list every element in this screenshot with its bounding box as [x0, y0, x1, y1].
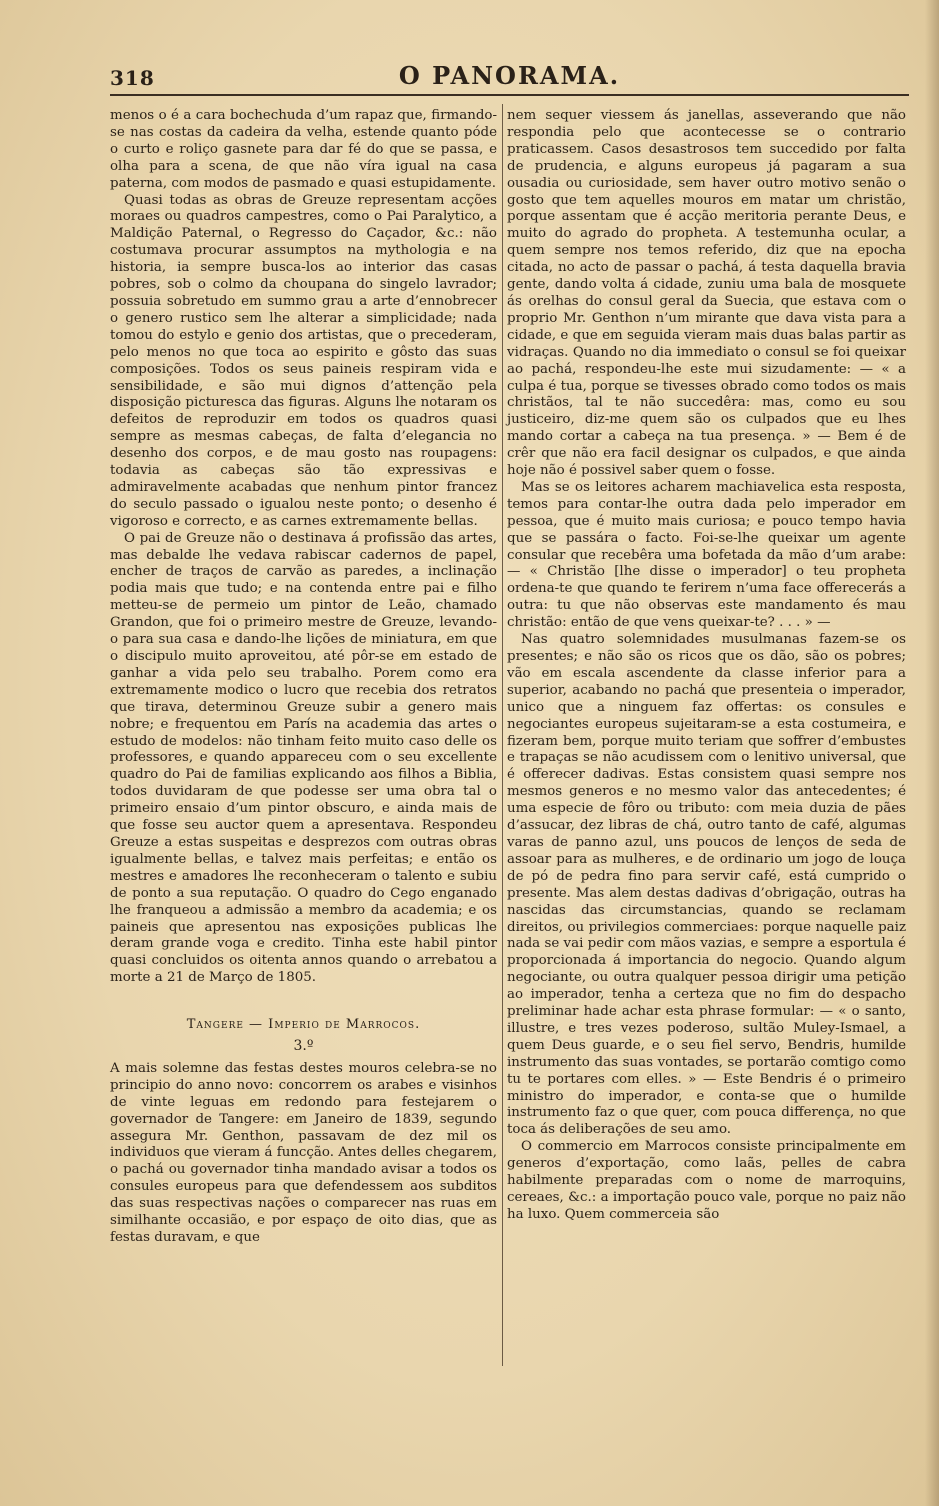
left-column: [110, 108, 497, 1247]
paragraph: Nas quatro solemnidades musulmanas fazem-se os presentes; e não são os ricos que os dão, são os pobres; vão em escala ascendente da classe inferior para a superior, acabando no pachá que presenteia o imperador, unico que a ninguem faz offertas: os consules e negociantes europeus sujeitaram-se a esta costumeira, e fizeram bem, porque muito teriam que soffrer d’embustes e trapaças se não acudissem com o lenitivo universal, que é offerecer dadivas. Estas consistem quasi sempre nos mesmos generos e no mesmo valor das antecedentes; é uma especie de fôro ou tributo: com meia duzia de pães d’assucar, dez libras de chá, outro tanto de café, algumas varas de panno azul, uns poucos de lenços de seda de assoar para as mulheres, e de ordinario um jogo de louça de pó de pedra fino para servir café, está cumprido o presente. Mas alem destas dadivas d’obrigação, outras ha nascidas das circumstancias, quando se reclamam direitos, ou privilegios commerciaes: porque naquelle paiz nada se vai pedir com mãos vazias, e sempre a esportula é proporcionada á importancia do negocio. Quando algum negociante, ou outra qualquer pessoa dirigir uma petição ao imperador, tenha a certeza que no fim do despacho preliminar hade achar esta phrase formular: — « o santo, illustre, e tres vezes poderoso, sultão Muley-Ismael, a quem Deus guarde, e o seu fiel servo, Bendris, humilde instrumento das suas vontades, se portarão comtigo como tu te portares com elles. » — Este Bendris é o primeiro ministro do imperador, e conta-se que o humilde instrumento faz o que quer, com pouca differença, no que toca ás deliberações de seu amo.: [507, 632, 906, 1138]
paragraph: menos o é a cara bochechuda d’um rapaz que, firmando-se nas costas da cadeira da velha, estende quanto póde o curto e roliço gasnete para dar fé do que se passa, e olha para a scena, de que não víra igual na casa paterna, com modos de pasmado e quasi estupidamente.: [110, 108, 497, 191]
page-header: [110, 58, 909, 96]
section-number: 3.º: [293, 1038, 314, 1055]
paragraph: O pai de Greuze não o destinava á profissão das artes, mas debalde lhe vedava rabiscar cadernos de papel, encher de traços de carvão as paredes, a inclinação podia mais que tudo; e na contenda entre pai e filho metteu-se de permeio um pintor de Leão, chamado Grandon, que foi o primeiro mestre de Greuze, levando-o para sua casa e dando-lhe lições de miniatura, em que o discipulo muito aproveitou, até pôr-se em estado de ganhar a vida pelo seu trabalho. Porem como era extremamente modico o lucro que recebia dos retratos que tirava, determinou Greuze subir a genero mais nobre; e frequentou em París na academia das artes o estudo de modelos: não tinham feito muito caso delle os professores, e quando appareceu com o seu excellente quadro do Pai de familias explicando aos filhos a Biblia, todos duvidaram de que podesse ser uma obra tal o primeiro ensaio d’um pintor obscuro, e ainda mais de que fosse seu auctor quem a apresentava. Respondeu Greuze a estas suspeitas e desprezos com outras obras igualmente bellas, e talvez mais perfeitas; e então os mestres e amadores lhe reconheceram o talento e subiu de ponto a sua reputação. O quadro do Cego enganado lhe franqueou a admissão a membro da academia; e os paineis que apresentou nas exposições publicas lhe deram grande voga e credito. Tinha este habil pintor quasi concluidos os oitenta annos quando o arrebatou a morte a 21 de Março de 1805.: [110, 530, 497, 986]
paragraph: Mas se os leitores acharem machiavelica esta resposta, temos para contar-lhe outra dada pelo imperador em pessoa, que é muito mais curiosa; e pouco tempo havia que se passára o facto. Foi-se-lhe queixar um agente consular que recebêra uma bofetada da mão d’um arabe: — « Christão [lhe disse o imperador] o teu propheta ordena-te que quando te ferirem n’uma face offerecerás a outra: tu que não observas este mandamento és mau christão: então de que vens queixar-te? . . . » —: [507, 479, 906, 631]
right-column: [507, 108, 906, 1224]
paragraph: Quasi todas as obras de Greuze representam acções moraes ou quadros campestres, como o Pai Paralytico, a Maldição Paternal, o Regresso do Caçador, &c.: não costumava procurar assumptos na mythologia e na historia, ia sempre busca-los ao interior das casas pobres, sob o colmo da choupana do singelo lavrador; possuia sobretudo em summo grau a arte d’ennobrecer o genero rustico sem lhe alterar a simplicidade; nada tomou do estylo e genio dos artistas, que o precederam, pelo menos no que toca ao espirito e gôsto das suas composições. Todos os seus paineis respiram vida e sensibilidade, e são mui dignos d’attenção pela disposição picturesca das figuras. Alguns lhe notaram os defeitos de reproduzir em todos os quadros quasi sempre as mesmas cabeças, de falta d’elegancia no desenho dos corpos, e de mau gosto nas roupagens: todavia as cabeças são tão expressivas e admiravelmente acabadas que nenhum pintor francez do seculo passado o igualou neste ponto; o desenho é vigoroso e correcto, e as carnes extremamente bellas.: [110, 192, 497, 529]
page-number: 318: [110, 66, 155, 90]
running-title: O PANORAMA.: [398, 61, 621, 90]
column-divider: [502, 104, 503, 1366]
page-edge-shadow: [925, 0, 939, 1506]
section-title: Tangere — Imperio de Marrocos.: [186, 1017, 421, 1033]
paragraph: A mais solemne das festas destes mouros celebra-se no principio do anno novo: concorrem os arabes e visinhos de vinte leguas em redondo para festejarem o governador de Tangere: em Janeiro de 1839, segundo assegura Mr. Genthon, passavam de dez mil os individuos que vieram á funcção. Antes delles chegarem, o pachá ou governador tinha mandado avisar a todos os consules europeus para que defendessem aos subditos das suas respectivas nações o comparecer nas ruas em similhante occasião, e por espaço de oito dias, que as festas duravam, e que: [110, 1060, 497, 1245]
paragraph: O commercio em Marrocos consiste principalmente em generos d’exportação, como laãs, pelles de cabra habilmente preparadas com o nome de marroquins, cereaes, &c.: a importação pouco vale, porque no paiz não ha luxo. Quem commerceia são: [507, 1139, 906, 1222]
paragraph: nem sequer viessem ás janellas, asseverando que não respondia pelo que acontecesse se o contrario praticassem. Casos desastrosos tem succedido por falta de prudencia, e alguns europeus já pagaram a sua ousadia ou curiosidade, sem haver outro motivo senão o gosto que tem aquelles mouros em matar um christão, porque assentam que é acção meritoria perante Deus, e muito do agrado do propheta. A testemunha ocular, a quem sempre nos temos referido, diz que na epocha citada, no acto de passar o pachá, á testa daquella bravia gente, dando volta á cidade, zuniu uma bala de mosquete ás orelhas do consul geral da Suecia, que estava com o proprio Mr. Genthon n’um mirante que dava vista para a cidade, e que em seguida vieram mais duas balas partir as vidraças. Quando no dia immediato o consul se foi queixar ao pachá, respondeu-lhe este mui sizudamente: — « a culpa é tua, porque se tivesses obrado como todos os mais christãos, tal te não succedêra: mas, como eu sou justiceiro, diz-me quem são os culpados que eu lhes mando cortar a cabeça na tua presença. » — Bem é de crêr que não era facil designar os culpados, e que ainda hoje não é possivel saber quem o fosse.: [507, 108, 906, 479]
